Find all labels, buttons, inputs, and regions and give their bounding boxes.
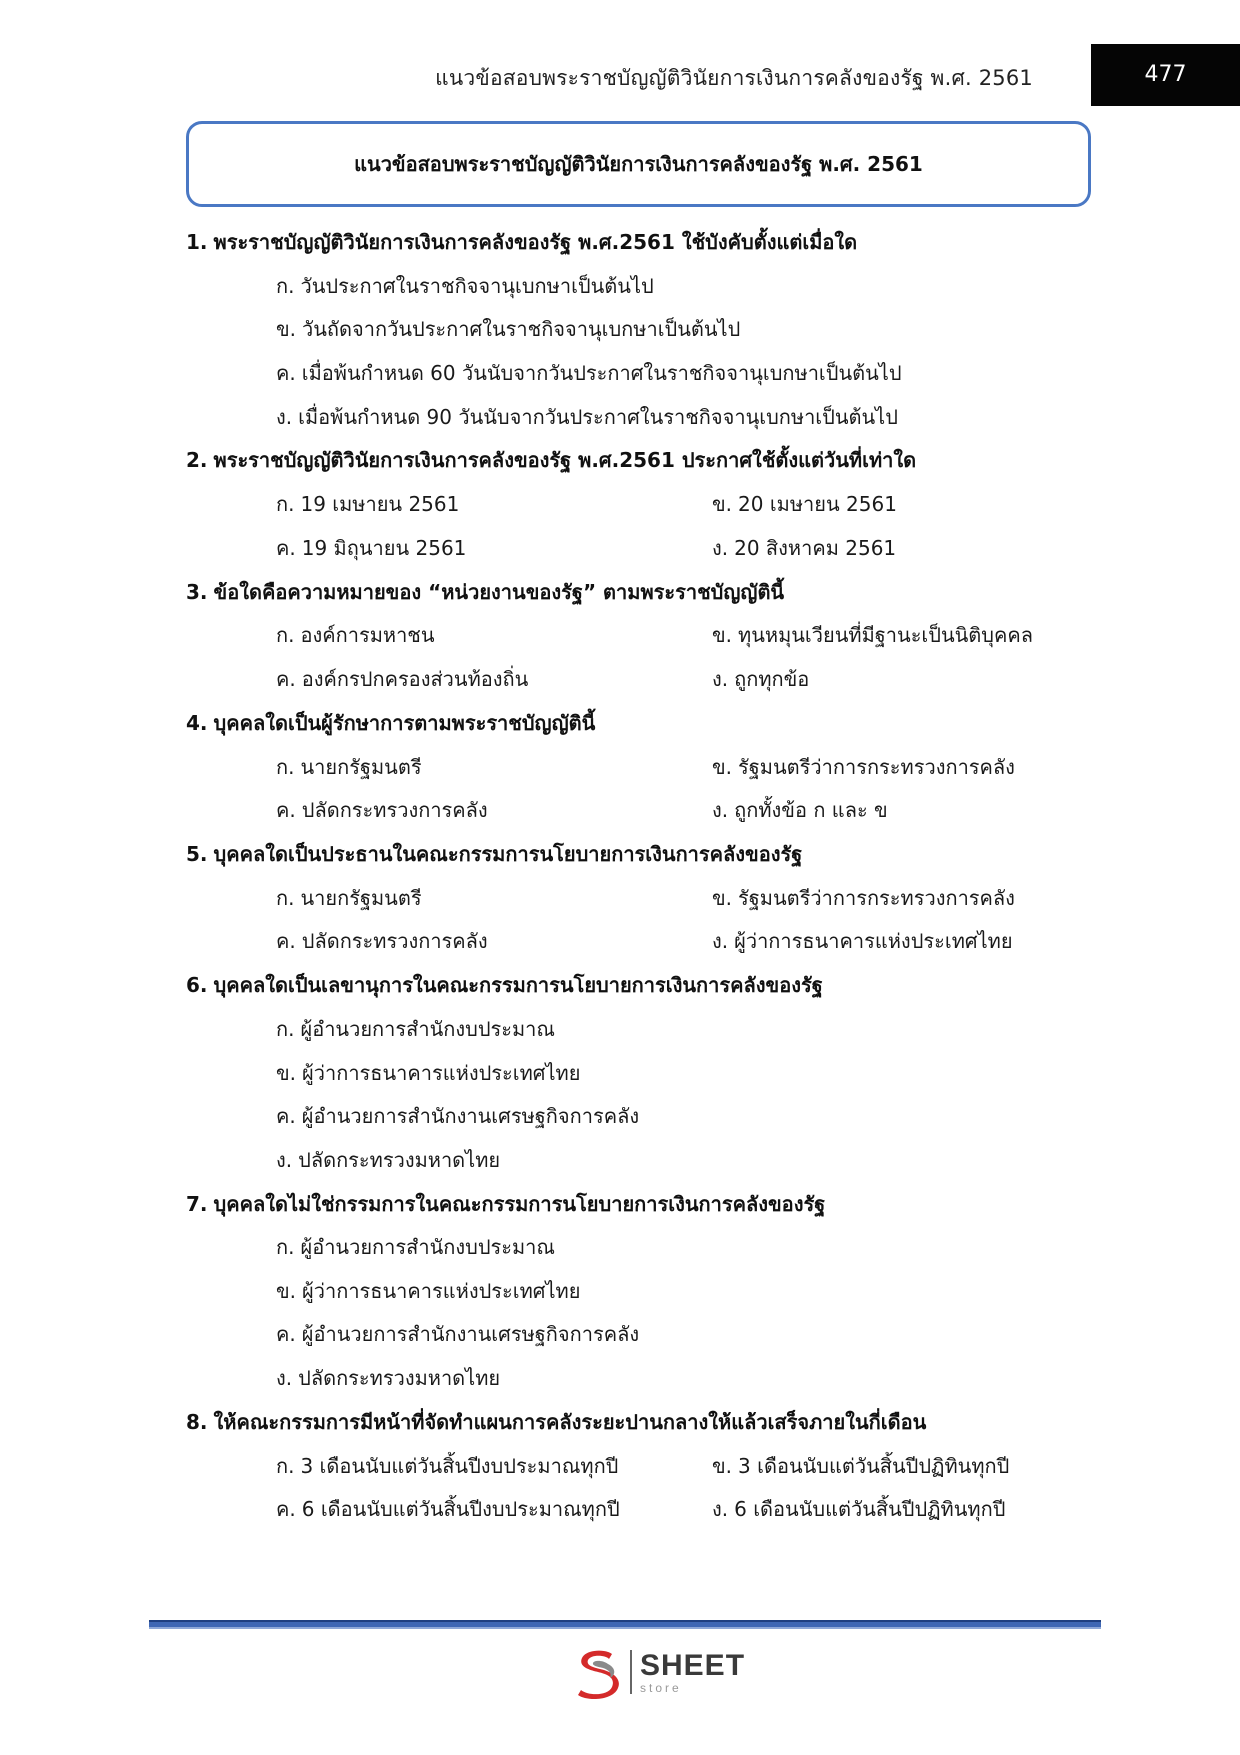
question-text: บุคคลใดเป็นประธานในคณะกรรมการนโยบายการเงินการคลังของรัฐ <box>213 841 803 866</box>
option-letter: ง. <box>276 1366 293 1391</box>
option-letter: ข. <box>276 317 297 342</box>
option-text: เมื่อพ้นกำหนด 90 วันนับจากวันประกาศในราชกิจจานุเบกษาเป็นต้นไป <box>298 404 898 429</box>
option-text: 20 สิงหาคม 2561 <box>734 535 897 560</box>
option-text: องค์การมหาชน <box>300 623 435 648</box>
page-number: 477 <box>1091 44 1240 106</box>
footer-rule <box>149 1620 1101 1629</box>
question-5 <box>186 832 1106 963</box>
option-text: ผู้ว่าการธนาคารแห่งประเทศไทย <box>302 1278 581 1303</box>
answer-option <box>712 788 1106 832</box>
options-grid <box>186 482 1106 569</box>
option-text: ทุนหมุนเวียนที่มีฐานะเป็นนิติบุคคล <box>738 623 1034 648</box>
answer-option <box>276 1487 712 1531</box>
sheet-store-logo <box>572 1644 745 1700</box>
question-text: ให้คณะกรรมการมีหน้าที่จัดทำแผนการคลังระยะปานกลางให้แล้วเสร็จภายในกี่เดือน <box>213 1409 927 1434</box>
question-number: 8. <box>186 1409 208 1434</box>
question-number: 3. <box>186 579 208 604</box>
option-text: ถูกทุกข้อ <box>734 666 810 691</box>
option-text: ปลัดกระทรวงมหาดไทย <box>298 1366 501 1391</box>
option-text: รัฐมนตรีว่าการกระทรวงการคลัง <box>738 885 1015 910</box>
answer-option <box>276 482 712 526</box>
answer-option <box>712 482 1106 526</box>
option-text: ปลัดกระทรวงมหาดไทย <box>298 1147 501 1172</box>
option-text: องค์กรปกครองส่วนท้องถิ่น <box>301 666 529 691</box>
answer-option <box>186 351 1106 395</box>
option-letter: ข. <box>276 1060 297 1085</box>
logo-words <box>640 1648 746 1695</box>
option-letter: ค. <box>276 1322 296 1347</box>
option-letter: ก. <box>276 273 295 298</box>
question-line <box>186 963 1106 1007</box>
option-text: ผู้ว่าการธนาคารแห่งประเทศไทย <box>302 1060 581 1085</box>
option-letter: ค. <box>276 666 296 691</box>
option-text: 3 เดือนนับแต่วันสิ้นปีปฏิทินทุกปี <box>738 1453 1010 1478</box>
question-line <box>186 220 1106 264</box>
question-list <box>186 220 1106 1531</box>
answer-option <box>712 745 1106 789</box>
options-grid <box>186 1444 1106 1531</box>
option-text: ผู้อำนวยการสำนักงบประมาณ <box>300 1235 555 1260</box>
answer-option <box>186 395 1106 439</box>
option-letter: ข. <box>276 1278 297 1303</box>
answer-option <box>276 920 712 964</box>
answer-option <box>276 1444 712 1488</box>
question-text: บุคคลใดเป็นเลขานุการในคณะกรรมการนโยบายการเงินการคลังของรัฐ <box>213 973 823 998</box>
title-box <box>186 121 1091 207</box>
answer-option <box>186 1094 1106 1138</box>
question-4 <box>186 701 1106 832</box>
option-text: นายกรัฐมนตรี <box>300 885 422 910</box>
option-letter: ก. <box>276 623 295 648</box>
option-letter: ง. <box>712 535 729 560</box>
option-text: ผู้อำนวยการสำนักงานเศรษฐกิจการคลัง <box>301 1104 640 1129</box>
answer-option <box>276 788 712 832</box>
option-letter: ค. <box>276 535 296 560</box>
options-grid <box>186 876 1106 963</box>
option-text: 19 เมษายน 2561 <box>300 492 460 517</box>
answer-option <box>186 264 1106 308</box>
answer-option <box>712 920 1106 964</box>
document-title: แนวข้อสอบพระราชบัญญัติวินัยการเงินการคลังของรัฐ พ.ศ. 2561 <box>354 152 923 176</box>
question-number: 4. <box>186 710 208 735</box>
options-grid <box>186 614 1106 701</box>
answer-option <box>712 526 1106 570</box>
option-letter: ง. <box>276 404 293 429</box>
question-8 <box>186 1400 1106 1531</box>
answer-option <box>186 1138 1106 1182</box>
option-text: 6 เดือนนับแต่วันสิ้นปีปฏิทินทุกปี <box>734 1497 1006 1522</box>
question-number: 7. <box>186 1191 208 1216</box>
option-letter: ข. <box>712 1453 733 1478</box>
question-line <box>186 438 1106 482</box>
question-text: พระราชบัญญัติวินัยการเงินการคลังของรัฐ พ.ศ.2561 ใช้บังคับตั้งแต่เมื่อใด <box>213 230 858 254</box>
option-text: 20 เมษายน 2561 <box>738 492 897 517</box>
answer-option <box>186 308 1106 352</box>
s-logo-icon <box>572 1644 624 1700</box>
option-text: ปลัดกระทรวงการคลัง <box>301 798 488 823</box>
answer-option <box>276 526 712 570</box>
logo-subtitle: store <box>640 1680 682 1695</box>
question-1 <box>186 220 1106 438</box>
option-letter: ง. <box>712 929 729 954</box>
option-letter: ค. <box>276 1104 296 1129</box>
answer-option <box>276 745 712 789</box>
option-letter: ค. <box>276 929 296 954</box>
question-number: 2. <box>186 448 208 473</box>
option-letter: ค. <box>276 798 296 823</box>
option-text: รัฐมนตรีว่าการกระทรวงการคลัง <box>738 754 1015 779</box>
question-text: ข้อใดคือความหมายของ “หน่วยงานของรัฐ” ตามพระราชบัญญัตินี้ <box>213 579 785 604</box>
option-text: วันประกาศในราชกิจจานุเบกษาเป็นต้นไป <box>300 273 654 298</box>
option-letter: ก. <box>276 492 295 517</box>
answer-option <box>712 1487 1106 1531</box>
answer-option <box>186 1051 1106 1095</box>
option-letter: ข. <box>712 885 733 910</box>
option-letter: ก. <box>276 754 295 779</box>
option-text: 6 เดือนนับแต่วันสิ้นปีงบประมาณทุกปี <box>301 1497 620 1522</box>
question-number: 6. <box>186 973 208 998</box>
question-number: 1. <box>186 230 208 254</box>
option-letter: ค. <box>276 360 296 385</box>
answer-option <box>712 876 1106 920</box>
option-letter: ก. <box>276 1453 295 1478</box>
option-letter: ก. <box>276 1016 295 1041</box>
answer-option <box>712 657 1106 701</box>
option-letter: ง. <box>712 666 729 691</box>
answer-option <box>186 1356 1106 1400</box>
option-letter: ก. <box>276 1235 295 1260</box>
option-letter: ง. <box>276 1147 293 1172</box>
question-line <box>186 1400 1106 1444</box>
answer-option <box>712 614 1106 658</box>
answer-option <box>276 614 712 658</box>
question-2 <box>186 438 1106 569</box>
question-7 <box>186 1182 1106 1400</box>
question-number: 5. <box>186 841 208 866</box>
option-text: ผู้ว่าการธนาคารแห่งประเทศไทย <box>734 929 1013 954</box>
option-text: นายกรัฐมนตรี <box>300 754 422 779</box>
question-text: บุคคลใดเป็นผู้รักษาการตามพระราชบัญญัตินี้ <box>213 710 596 735</box>
option-text: 19 มิถุนายน 2561 <box>301 535 467 560</box>
option-text: 3 เดือนนับแต่วันสิ้นปีงบประมาณทุกปี <box>300 1453 619 1478</box>
question-text: พระราชบัญญัติวินัยการเงินการคลังของรัฐ พ.ศ.2561 ประกาศใช้ตั้งแต่วันที่เท่าใด <box>213 448 917 473</box>
answer-option <box>186 1313 1106 1357</box>
question-6 <box>186 963 1106 1181</box>
option-letter: ข. <box>712 754 733 779</box>
answer-option <box>186 1226 1106 1270</box>
question-text: บุคคลใดไม่ใช่กรรมการในคณะกรรมการนโยบายการเงินการคลังของรัฐ <box>213 1191 826 1216</box>
answer-option <box>276 657 712 701</box>
option-text: ปลัดกระทรวงการคลัง <box>301 929 488 954</box>
option-text: ผู้อำนวยการสำนักงานเศรษฐกิจการคลัง <box>301 1322 640 1347</box>
logo-name: SHEET <box>640 1648 746 1682</box>
question-line <box>186 1182 1106 1226</box>
logo-divider <box>630 1650 632 1694</box>
option-letter: ข. <box>712 623 733 648</box>
question-3 <box>186 570 1106 701</box>
question-line <box>186 701 1106 745</box>
running-header-title: แนวข้อสอบพระราชบัญญัติวินัยการเงินการคลังของรัฐ พ.ศ. 2561 <box>435 66 1033 90</box>
option-letter: ข. <box>712 492 733 517</box>
question-line <box>186 832 1106 876</box>
answer-option <box>186 1007 1106 1051</box>
option-text: วันถัดจากวันประกาศในราชกิจจานุเบกษาเป็นต้นไป <box>302 317 741 342</box>
question-line <box>186 570 1106 614</box>
option-text: ถูกทั้งข้อ ก และ ข <box>734 798 888 823</box>
option-text: ผู้อำนวยการสำนักงบประมาณ <box>300 1016 555 1041</box>
answer-option <box>276 876 712 920</box>
option-letter: ง. <box>712 798 729 823</box>
option-letter: ก. <box>276 885 295 910</box>
option-letter: ค. <box>276 1497 296 1522</box>
options-grid <box>186 745 1106 832</box>
option-letter: ง. <box>712 1497 729 1522</box>
answer-option <box>186 1269 1106 1313</box>
answer-option <box>712 1444 1106 1488</box>
option-text: เมื่อพ้นกำหนด 60 วันนับจากวันประกาศในราชกิจจานุเบกษาเป็นต้นไป <box>301 360 902 385</box>
